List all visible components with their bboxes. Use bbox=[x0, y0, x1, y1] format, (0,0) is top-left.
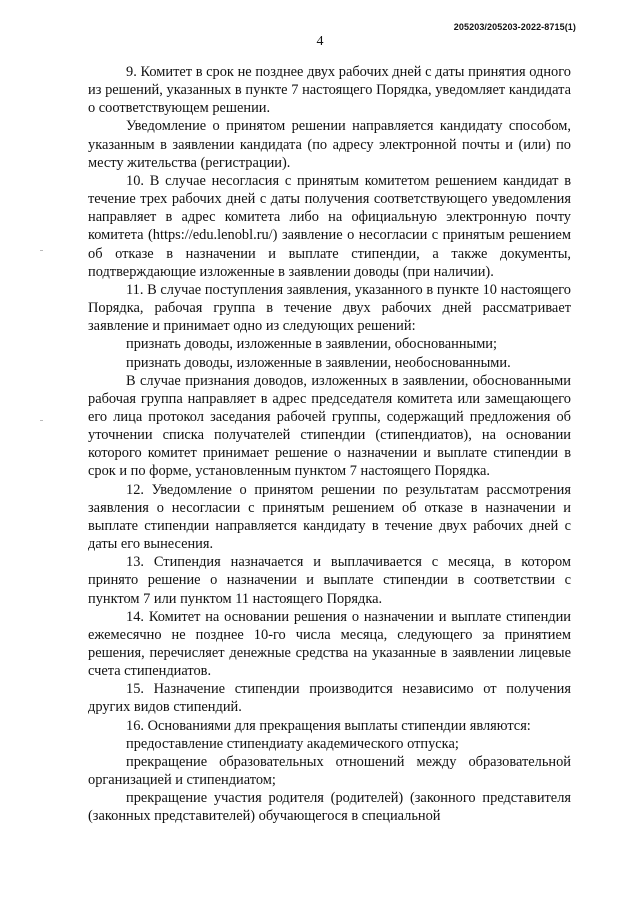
paragraph-16: 16. Основаниями для прекращения выплаты стипендии являются: bbox=[126, 717, 531, 734]
paragraph-12: 12. Уведомление о принятом решении по результатам рассмотрения заявления о несогласии с принятым решением об отказе в назначении и выплате стипендии направляется кандидату в течение двух рабочих дней с даты его вынесения. bbox=[88, 481, 571, 553]
paragraph-9: 9. Комитет в срок не позднее двух рабочих дней с даты принятия одного из решений, указанных в пункте 7 настоящего Порядка, уведомляет кандидата о соответствующем решении. bbox=[88, 64, 571, 117]
margin-mark bbox=[40, 420, 43, 421]
ground-termination-participation: прекращение участия родителя (родителей) (законного представителя (законных представителей) обучающегося в специальной bbox=[88, 790, 571, 825]
ground-termination-relations: прекращение образовательных отношений между образовательной организацией и стипендиатом; bbox=[88, 753, 571, 789]
paragraph-15: 15. Назначение стипендии производится независимо от получения других видов стипендий. bbox=[88, 681, 571, 716]
option-grounded: признать доводы, изложенные в заявлении, обоснованными; bbox=[126, 336, 498, 353]
paragraph-11: 11. В случае поступления заявления, указанного в пункте 10 настоящего Порядка, рабочая группа в течение двух рабочих дней рассматривает заявление и принимает одно из следующих решений: bbox=[88, 281, 571, 335]
paragraph-14: 14. Комитет на основании решения о назначении и выплате стипендии ежемесячно не позднее 10-го числа месяца, следующего за принятием решения, перечисляет денежные средства на указанные в заявлении лицевые счета стипендиатов. bbox=[88, 608, 571, 680]
option-ungrounded: признать доводы, изложенные в заявлении, необоснованными. bbox=[126, 354, 511, 371]
page-number: 4 bbox=[316, 34, 324, 49]
document-body bbox=[88, 63, 571, 826]
margin-mark bbox=[40, 250, 43, 251]
paragraph-10: 10. В случае несогласия с принятым комитетом решением кандидат в течение трех рабочих дней с даты получения соответствующего уведомления направляет в адрес комитета либо на официальную электронную почту комитета (https://edu.lenobl.ru/) заявление о несогласии с принятым решением об отказе в назначении и выплате стипендии, а также документы, подтверждающие изложенные в заявлении доводы (при наличии). bbox=[88, 172, 571, 280]
document-registration-code: 205203/205203-2022-8715(1) bbox=[453, 22, 576, 32]
paragraph-notification: Уведомление о принятом решении направляется кандидату способом, указанным в заявлении кандидата (по адресу электронной почты и (или) по месту жительства (регистрации). bbox=[88, 118, 571, 171]
ground-academic-leave: предоставление стипендиату академического отпуска; bbox=[126, 735, 459, 752]
paragraph-if-grounded: В случае признания доводов, изложенных в заявлении, обоснованными рабочая группа направляет в адрес председателя комитета или замещающего его лица протокол заседания рабочей группы, содержащий предложения об уточнении списка получателей стипендии (стипендиатов), на основании которого комитет принимает решение о назначении и выплате стипендии в срок и по форме, установленным пунктом 7 настоящего Порядка. bbox=[88, 372, 571, 480]
paragraph-13: 13. Стипендия назначается и выплачивается с месяца, в котором принято решение о назначении и выплате стипендии в соответствии с пунктом 7 или пунктом 11 настоящего Порядка. bbox=[88, 554, 571, 607]
